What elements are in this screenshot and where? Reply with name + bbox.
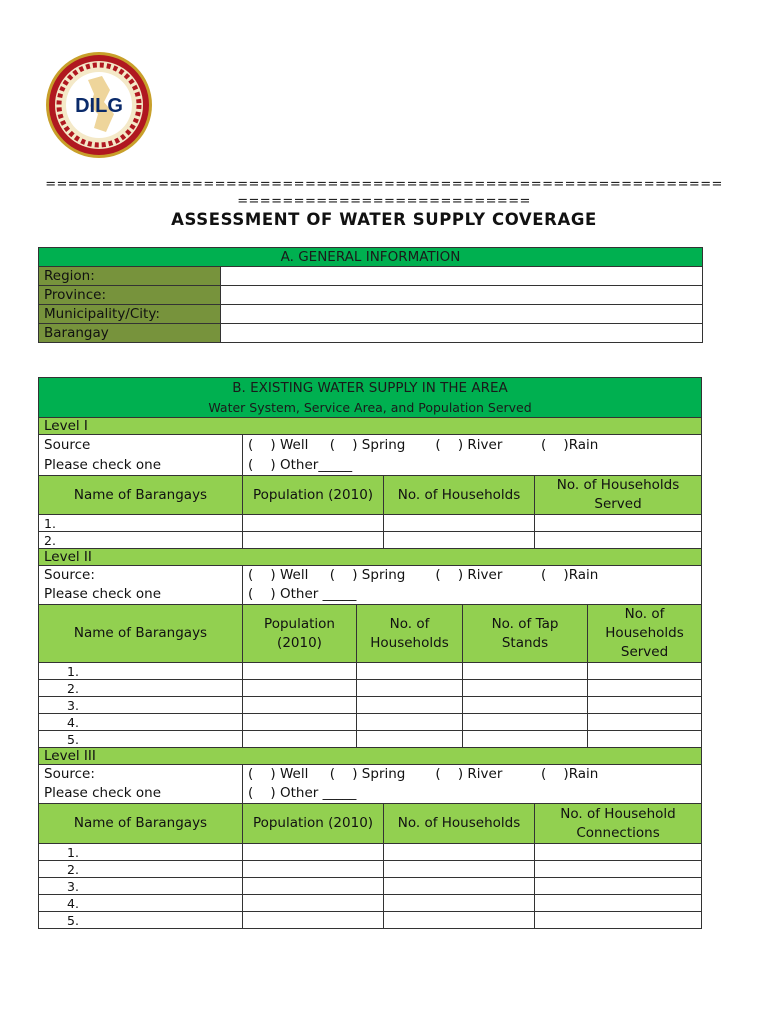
province-field[interactable] xyxy=(221,286,703,305)
table-cell[interactable] xyxy=(535,878,702,895)
col-population: Population (2010) xyxy=(243,804,384,844)
table-row-label: 5. xyxy=(39,912,243,929)
dilg-seal-logo xyxy=(44,50,154,160)
page-title: ASSESSMENT OF WATER SUPPLY COVERAGE xyxy=(171,210,597,229)
table-cell[interactable] xyxy=(243,878,384,895)
col-households: No. of Households xyxy=(384,476,535,515)
table-cell[interactable] xyxy=(384,861,535,878)
table-cell[interactable] xyxy=(535,912,702,929)
col-households: No. of Households xyxy=(357,605,463,663)
level-2-source-options[interactable] xyxy=(243,566,702,605)
table-cell[interactable] xyxy=(243,895,384,912)
table-cell[interactable] xyxy=(535,532,702,549)
source-other-option[interactable]: ( ) Other _____ xyxy=(248,586,357,602)
table-row-label: 3. xyxy=(39,697,243,714)
table-cell[interactable] xyxy=(588,714,702,731)
table-cell[interactable] xyxy=(535,861,702,878)
table-row-label: 4. xyxy=(39,895,243,912)
table-row-label: 2. xyxy=(39,861,243,878)
barangay-label: Barangay xyxy=(39,324,221,343)
existing-supply-subtitle: Water System, Service Area, and Population Served xyxy=(208,399,532,415)
level-3-label: Level III xyxy=(39,748,702,765)
table-row-label: 4. xyxy=(39,714,243,731)
check-one-label: Please check one xyxy=(44,785,162,801)
check-one-label: Please check one xyxy=(44,457,162,473)
table-row-label: 5. xyxy=(39,731,243,748)
municipality-label: Municipality/City: xyxy=(39,305,221,324)
separator-line: ========================== xyxy=(237,194,531,209)
table-cell[interactable] xyxy=(243,532,384,549)
table-cell[interactable] xyxy=(588,680,702,697)
table-row-label: 1. xyxy=(39,515,243,532)
table-cell[interactable] xyxy=(384,878,535,895)
general-information-table xyxy=(38,247,703,343)
table-cell[interactable] xyxy=(588,731,702,748)
table-cell[interactable] xyxy=(384,532,535,549)
table-cell[interactable] xyxy=(463,680,588,697)
separator-line: ============================================================ xyxy=(45,177,723,192)
table-cell[interactable] xyxy=(357,663,463,680)
col-name-of-barangays: Name of Barangays xyxy=(39,804,243,844)
table-cell[interactable] xyxy=(463,697,588,714)
table-cell[interactable] xyxy=(535,844,702,861)
table-row-label: 2. xyxy=(39,532,243,549)
logo-text: DILG xyxy=(75,95,123,117)
source-label: Source: xyxy=(44,766,95,782)
table-cell[interactable] xyxy=(357,731,463,748)
table-cell[interactable] xyxy=(384,844,535,861)
table-cell[interactable] xyxy=(243,861,384,878)
table-cell[interactable] xyxy=(463,731,588,748)
province-label: Province: xyxy=(39,286,221,305)
table-cell[interactable] xyxy=(243,844,384,861)
source-other-option[interactable]: ( ) Other_____ xyxy=(248,457,353,473)
table-cell[interactable] xyxy=(243,515,384,532)
table-cell[interactable] xyxy=(357,697,463,714)
table-cell[interactable] xyxy=(588,697,702,714)
col-households-served: No. of Households Served xyxy=(588,605,702,663)
level-3-source-options[interactable] xyxy=(243,765,702,804)
table-row-label: 1. xyxy=(39,844,243,861)
table-cell[interactable] xyxy=(243,663,357,680)
level-3-source-label xyxy=(39,765,243,804)
col-name-of-barangays: Name of Barangays xyxy=(39,605,243,663)
region-label: Region: xyxy=(39,267,221,286)
table-row-label: 1. xyxy=(39,663,243,680)
source-label: Source: xyxy=(44,567,95,583)
table-cell[interactable] xyxy=(243,731,357,748)
table-cell[interactable] xyxy=(384,912,535,929)
table-cell[interactable] xyxy=(357,680,463,697)
table-cell[interactable] xyxy=(243,714,357,731)
existing-water-supply-table xyxy=(38,377,702,929)
table-cell[interactable] xyxy=(588,663,702,680)
table-row-label: 3. xyxy=(39,878,243,895)
existing-supply-title: B. EXISTING WATER SUPPLY IN THE AREA xyxy=(232,379,508,396)
table-cell[interactable] xyxy=(243,680,357,697)
table-cell[interactable] xyxy=(357,714,463,731)
table-cell[interactable] xyxy=(463,663,588,680)
table-cell[interactable] xyxy=(384,515,535,532)
table-cell[interactable] xyxy=(243,912,384,929)
table-cell[interactable] xyxy=(243,697,357,714)
col-population: Population (2010) xyxy=(243,476,384,515)
general-information-heading: A. GENERAL INFORMATION xyxy=(39,248,703,267)
source-options[interactable]: ( ) Well ( ) Spring ( ) River ( )Rain xyxy=(248,567,599,583)
check-one-label: Please check one xyxy=(44,586,162,602)
table-cell[interactable] xyxy=(463,714,588,731)
table-cell[interactable] xyxy=(535,515,702,532)
municipality-field[interactable] xyxy=(221,305,703,324)
source-other-option[interactable]: ( ) Other _____ xyxy=(248,785,357,801)
col-name-of-barangays: Name of Barangays xyxy=(39,476,243,515)
col-tap-stands: No. of Tap Stands xyxy=(463,605,588,663)
level-1-label: Level I xyxy=(39,418,702,435)
source-options[interactable]: ( ) Well ( ) Spring ( ) River ( )Rain xyxy=(248,437,599,453)
col-household-connections: No. of Household Connections xyxy=(535,804,702,844)
region-field[interactable] xyxy=(221,267,703,286)
col-households: No. of Households xyxy=(384,804,535,844)
barangay-field[interactable] xyxy=(221,324,703,343)
col-households-served: No. of Households Served xyxy=(535,476,702,515)
table-cell[interactable] xyxy=(535,895,702,912)
level-2-source-label xyxy=(39,566,243,605)
level-1-source-label xyxy=(39,435,243,476)
source-options[interactable]: ( ) Well ( ) Spring ( ) River ( )Rain xyxy=(248,766,599,782)
table-cell[interactable] xyxy=(384,895,535,912)
source-label: Source xyxy=(44,437,91,453)
col-population: Population (2010) xyxy=(243,605,357,663)
level-1-source-options[interactable] xyxy=(243,435,702,476)
table-row-label: 2. xyxy=(39,680,243,697)
level-2-label: Level II xyxy=(39,549,702,566)
existing-supply-heading xyxy=(39,378,702,418)
